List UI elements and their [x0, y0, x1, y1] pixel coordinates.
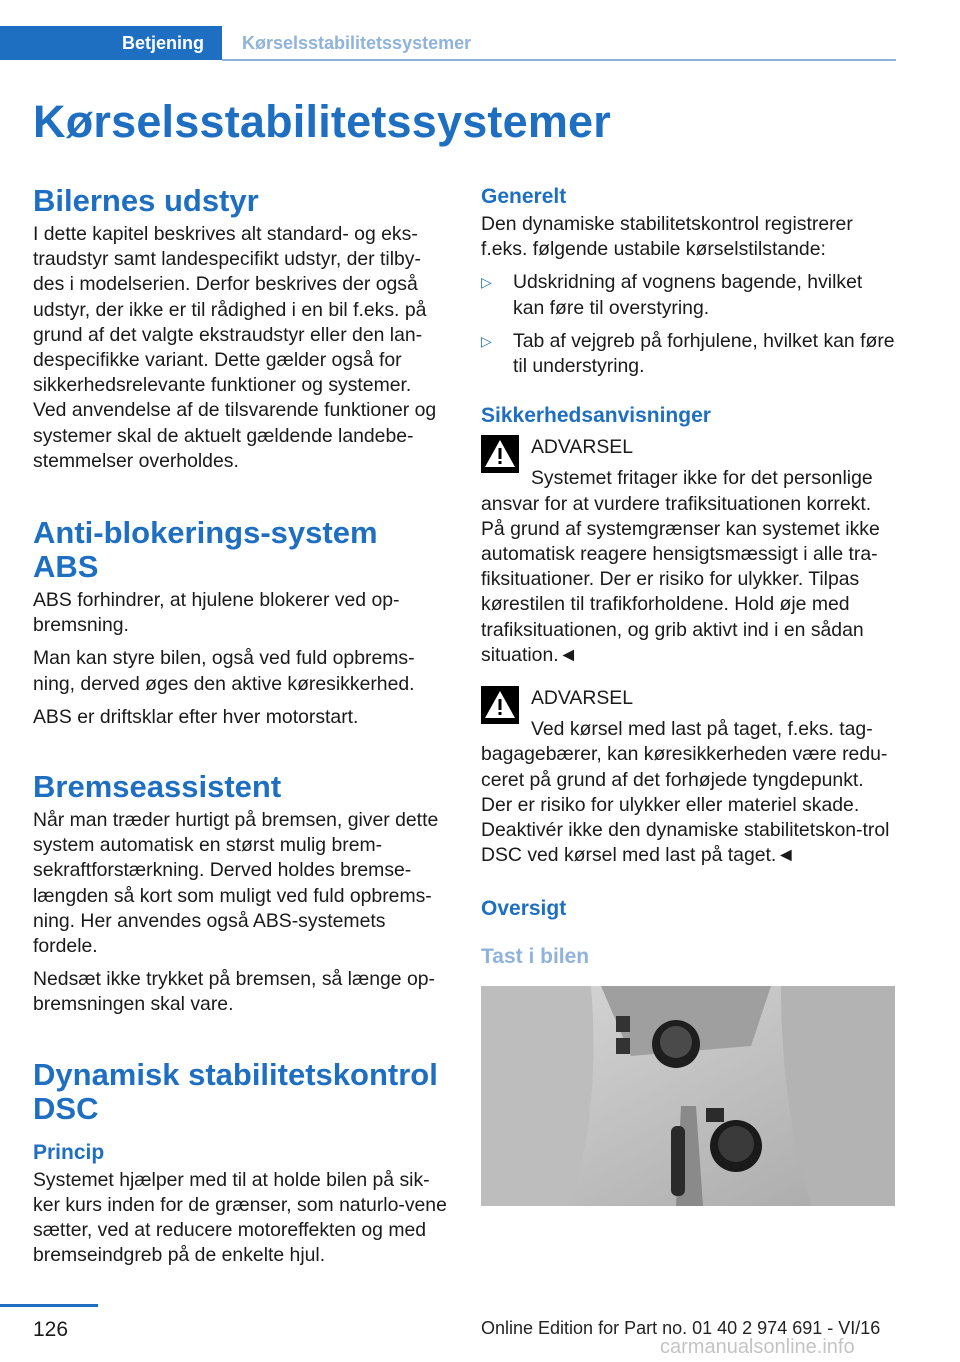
console-illustration	[481, 986, 895, 1206]
paragraph: Nedsæt ikke trykket på bremsen, så længe op-bremsningen skal vare.	[33, 968, 435, 1016]
watermark: carmanualsonline.info	[660, 1336, 855, 1358]
paragraph: Systemet hjælper med til at holde bilen på sik-ker kurs inden for de grænser, som naturlo-vene sætter, ved at reducere motoreffekten og med bremseindgreb på de enkelte hjul.	[33, 1168, 447, 1267]
list-item	[481, 270, 895, 320]
heading-bremseassistent: Bremseassistent	[33, 769, 282, 805]
warning-triangle-icon	[481, 435, 519, 473]
center-console-photo	[481, 986, 895, 1206]
paragraph: ABS er driftsklar efter hver motorstart.	[33, 705, 359, 728]
subheading-tast-i-bilen: Tast i bilen	[481, 945, 590, 969]
heading-abs: Anti-blokerings-system ABS	[33, 515, 378, 585]
list-item-text: Tab af vejgreb på forhjulene, hvilket kan føre til understyring.	[513, 329, 895, 378]
warning-title: ADVARSEL	[531, 436, 634, 459]
paragraph: Man kan styre bilen, også ved fuld opbrems-ning, derved øges den aktive køresikkerhed.	[33, 647, 415, 695]
paragraph: ABS forhindrer, at hjulene blokerer ved op-bremsning.	[33, 589, 400, 637]
triangle-bullet-icon: ▷	[481, 332, 492, 349]
header-rule	[222, 59, 896, 61]
paragraph: I dette kapitel beskrives alt standard- og eks-traudstyr samt landespecifikt udstyr, der tilby-des i modelserien. Derfor beskrives der også udstyr, der ikke er til rådighed i en bil f.eks. på grund af det valgte ekstraudstyr eller den lan-despecifikke variant. Dette gælder også for sikkerhedsrelevante funktioner og systemer. Ved anvendelse af de tilsvarende funktioner og systemer skal de aktuelt gældende landebe-stemmelser overholdes.	[33, 223, 437, 472]
subheading-oversigt: Oversigt	[481, 897, 567, 921]
subheading-princip: Princip	[33, 1140, 105, 1164]
warning-text: Ved kørsel med last på taget, f.eks. tag-bagagebærer, kan køresikkerheden være redu-ceret på grund af det forhøjede tyngdepunkt. Der er risiko for ulykker eller materiel skade. Deaktivér ikke den dynamiske stabilitetskon-trol DSC ved kørsel med last på taget.◄	[481, 718, 890, 867]
warning-block	[481, 686, 895, 868]
heading-bilernes-udstyr: Bilernes udstyr	[33, 183, 259, 218]
warning-text: Systemet fritager ikke for det personlige ansvar for at vurdere trafiksituationen korrekt. På grund af systemgrænser kan systemet ikke automatisk reagere hensigtsmæssigt i alle tra-fiksituationer. Der er risiko for ulykker. Tilpas kørestilen til trafikforholdene. Hold øje med trafiksituationen, og grib aktivt ind i en sådan situation.◄	[481, 467, 880, 666]
header-chapter-title: Kørselsstabilitetssystemer	[242, 33, 472, 53]
list-item	[481, 329, 895, 379]
paragraph: Når man træder hurtigt på bremsen, giver dette system automatisk en størst mulig brem-sekraftforstærkning. Derved holdes bremse-længden så kort som muligt ved fuld opbrems-ning. Her anvendes også ABS-systemets fordele.	[33, 809, 439, 958]
heading-dsc: Dynamisk stabilitetskontrol DSC	[33, 1056, 438, 1126]
right-column	[481, 184, 895, 1206]
warning-triangle-icon	[481, 686, 519, 724]
warning-block	[481, 435, 895, 668]
footer-edition: Online Edition for Part no. 01 40 2 974 691 - VI/16	[481, 1318, 881, 1338]
page-number: 126	[33, 1318, 69, 1341]
page-title: Kørselsstabilitetssystemer	[33, 96, 611, 147]
subheading-sikkerhedsanvisninger: Sikkerhedsanvisninger	[481, 404, 711, 428]
left-column	[33, 184, 447, 1268]
subheading-generelt: Generelt	[481, 185, 567, 208]
header-section: Betjening	[121, 33, 204, 53]
warning-title: ADVARSEL	[531, 687, 634, 710]
paragraph: Den dynamiske stabilitetskontrol registrerer f.eks. følgende ustabile kørselstilstande:	[481, 213, 853, 261]
footer-rule	[0, 1304, 98, 1307]
triangle-bullet-icon: ▷	[481, 274, 492, 291]
list-item-text: Udskridning af vognens bagende, hvilket kan føre til overstyring.	[513, 271, 863, 319]
